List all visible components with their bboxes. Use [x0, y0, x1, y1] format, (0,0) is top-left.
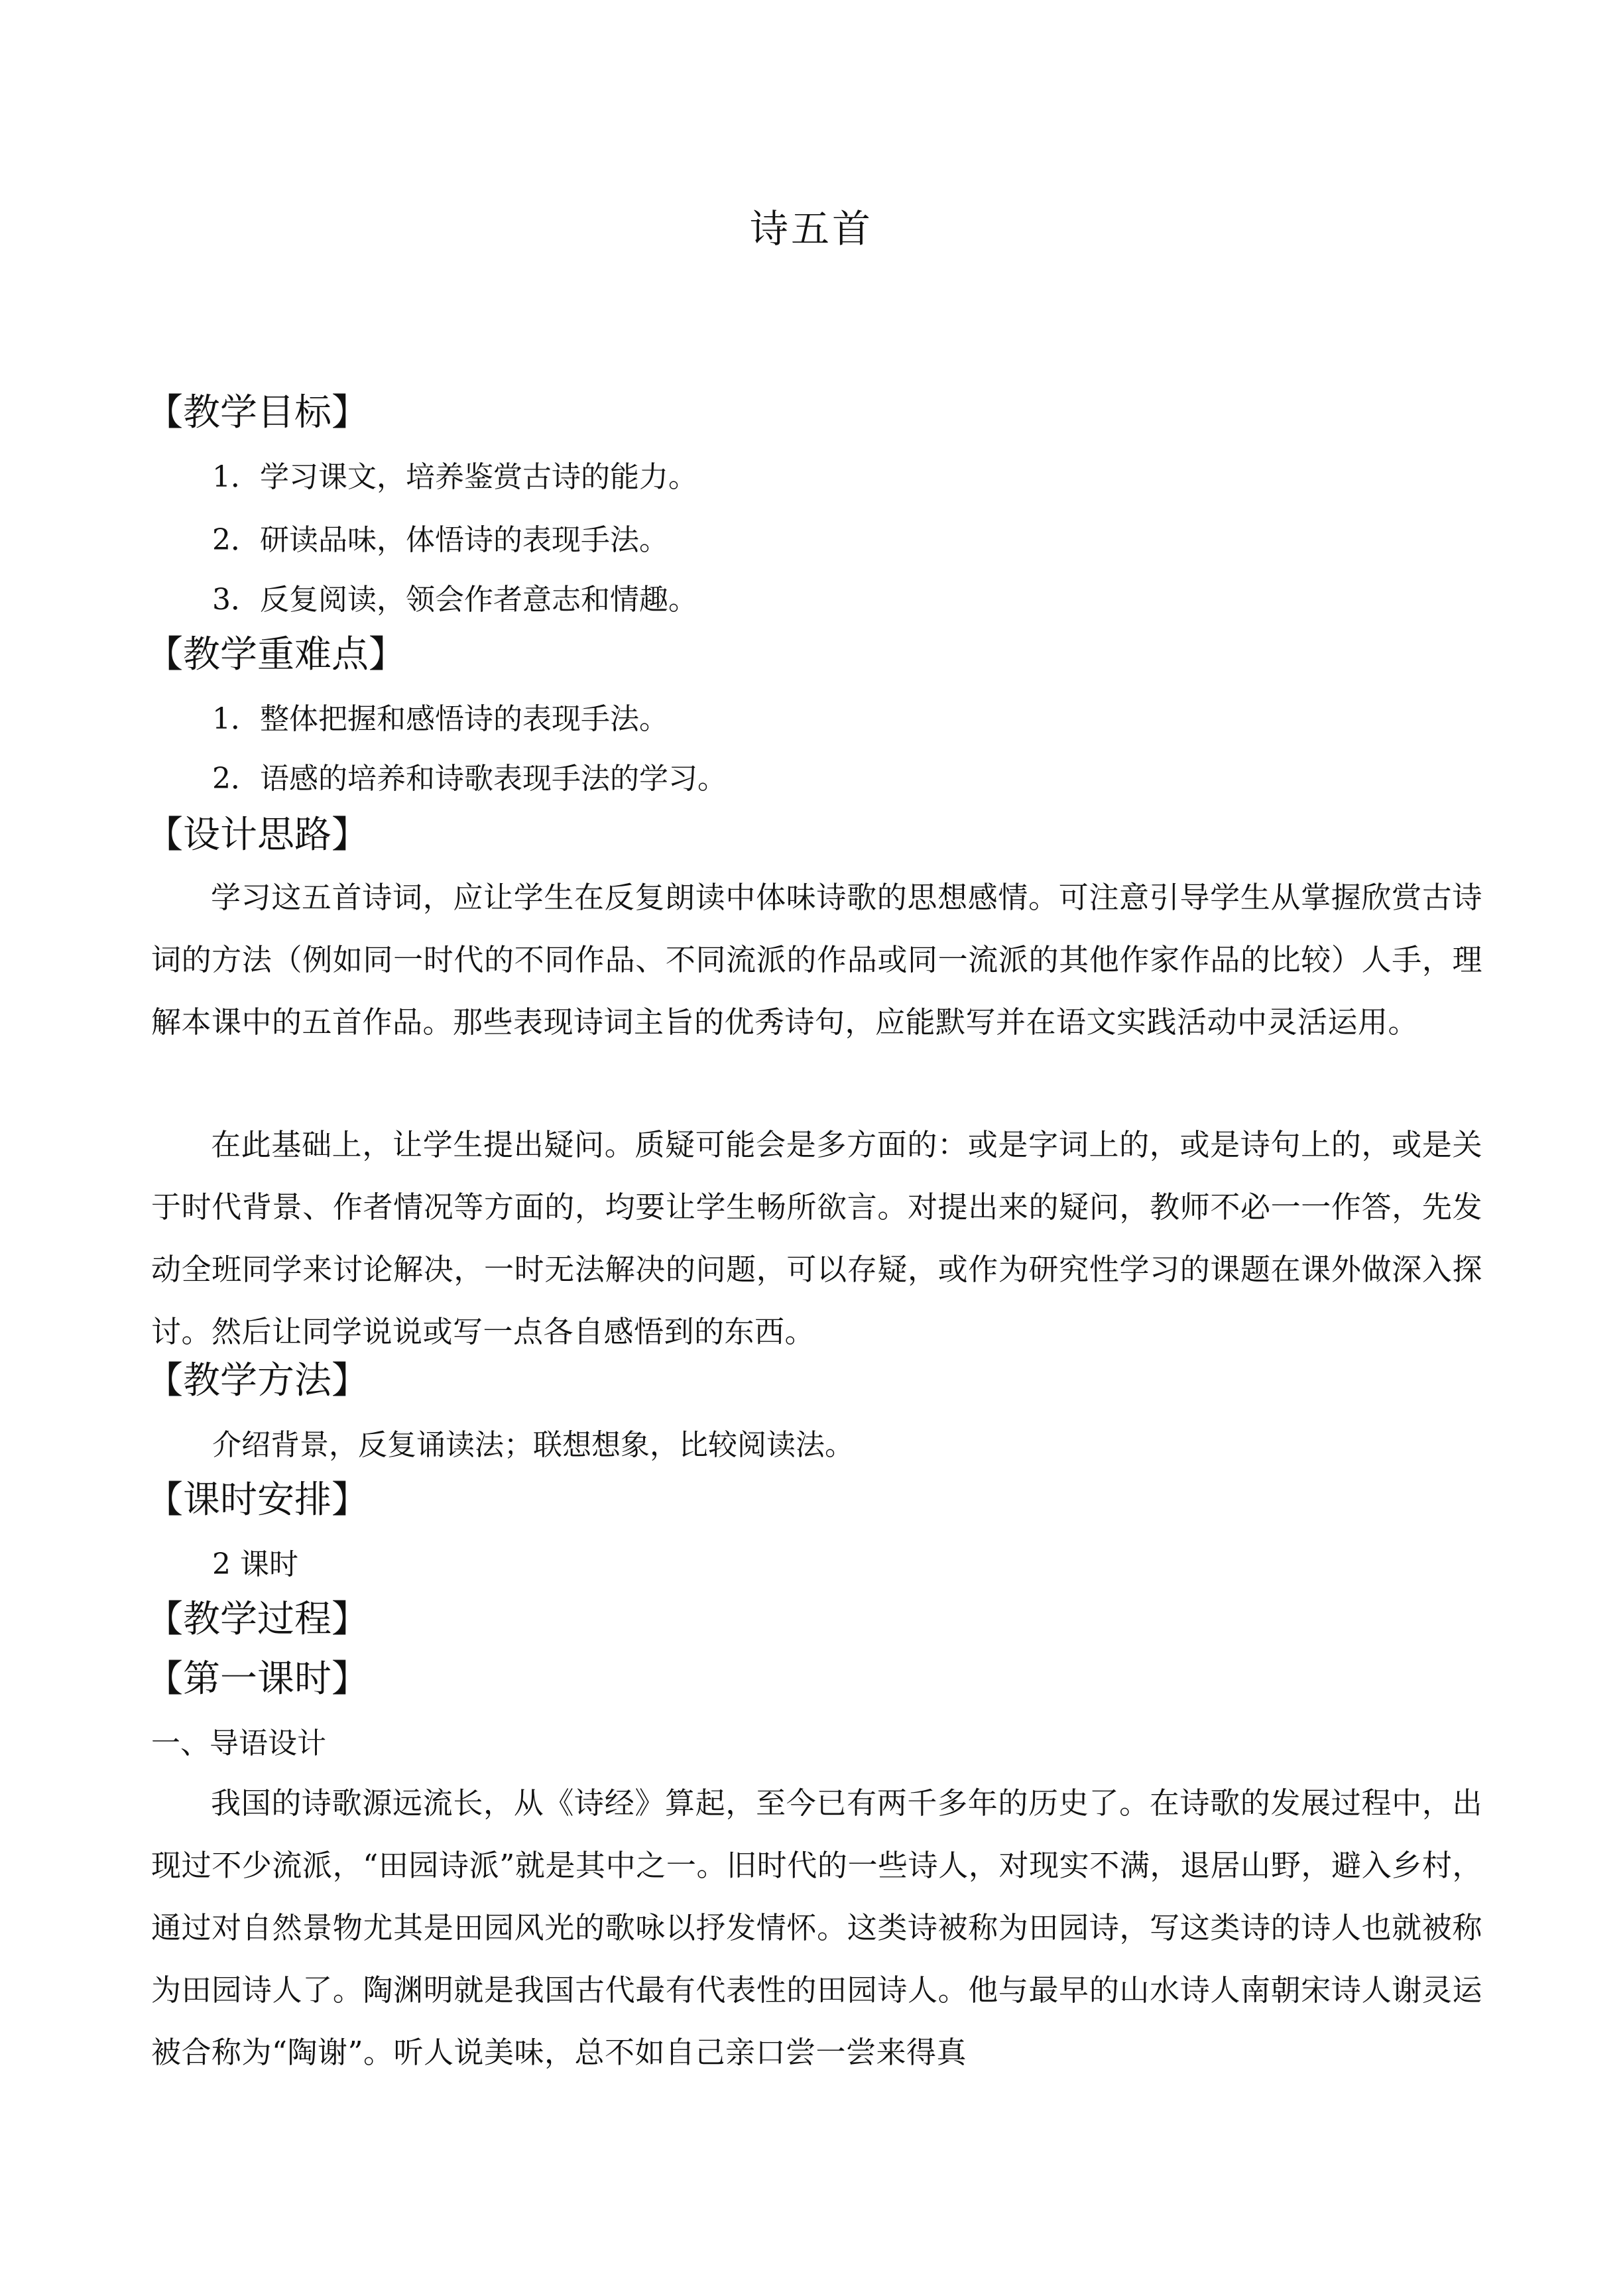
key-points-heading: 【教学重难点】 [146, 633, 406, 676]
methods-text: 介绍背景，反复诵读法；联想想象，比较阅读法。 [212, 1428, 854, 1462]
design-paragraph: 学习这五首诗词，应让学生在反复朗读中体味诗歌的思想感情。可注意引导学生从掌握欣赏古诗词的方法（例如同一时代的不同作品、不同流派的作品或同一流派的其他作家作品的比较）人手，理解本课中的五首作品。那些表现诗词主旨的优秀诗句，应能默写并在语文实践活动中灵活运用。 [151, 880, 1482, 1040]
key-point-item: 2．语感的培养和诗歌表现手法的学习。 [212, 762, 727, 796]
intro-paragraph: 我国的诗歌源远流长，从《诗经》算起，至今已有两千多年的历史了。在诗歌的发展过程中，出现过不少流派，“田园诗派”就是其中之一。旧时代的一些诗人，对现实不满，退居山野，避入乡村，通过对自然景物尤其是田园风光的歌咏以抒发情怀。这类诗被称为田园诗，写这类诗的诗人也就被称为田园诗人了。陶渊明就是我国古代最有代表性的田园诗人。他与最早的山水诗人南朝宋诗人谢灵运被合称为“陶谢”。听人说美味，总不如自己亲口尝一尝来得真 [151, 1785, 1482, 2070]
objectives-heading: 【教学目标】 [146, 391, 369, 434]
schedule-text: 2 课时 [212, 1547, 298, 1581]
objective-item: 2．研读品味，体悟诗的表现手法。 [212, 523, 668, 557]
schedule-heading: 【课时安排】 [146, 1479, 369, 1522]
section-title: 一、导语设计 [151, 1726, 326, 1760]
document-title: 诗五首 [749, 206, 873, 251]
objective-item: 3．反复阅读，领会作者意志和情趣。 [212, 583, 697, 617]
key-point-item: 1．整体把握和感悟诗的表现手法。 [212, 702, 668, 736]
process-heading: 【教学过程】 [146, 1598, 369, 1641]
methods-heading: 【教学方法】 [146, 1359, 369, 1402]
objective-item: 1．学习课文，培养鉴赏古诗的能力。 [212, 460, 697, 494]
design-heading: 【设计思路】 [146, 814, 369, 857]
lesson-heading: 【第一课时】 [146, 1658, 369, 1701]
design-paragraph: 在此基础上，让学生提出疑问。质疑可能会是多方面的：或是字词上的，或是诗句上的，或是关于时代背景、作者情况等方面的，均要让学生畅所欲言。对提出来的疑问，教师不必一一作答，先发动全班同学来讨论解决，一时无法解决的问题，可以存疑，或作为研究性学习的课题在课外做深入探讨。然后让同学说说或写一点各自感悟到的东西。 [151, 1127, 1482, 1349]
